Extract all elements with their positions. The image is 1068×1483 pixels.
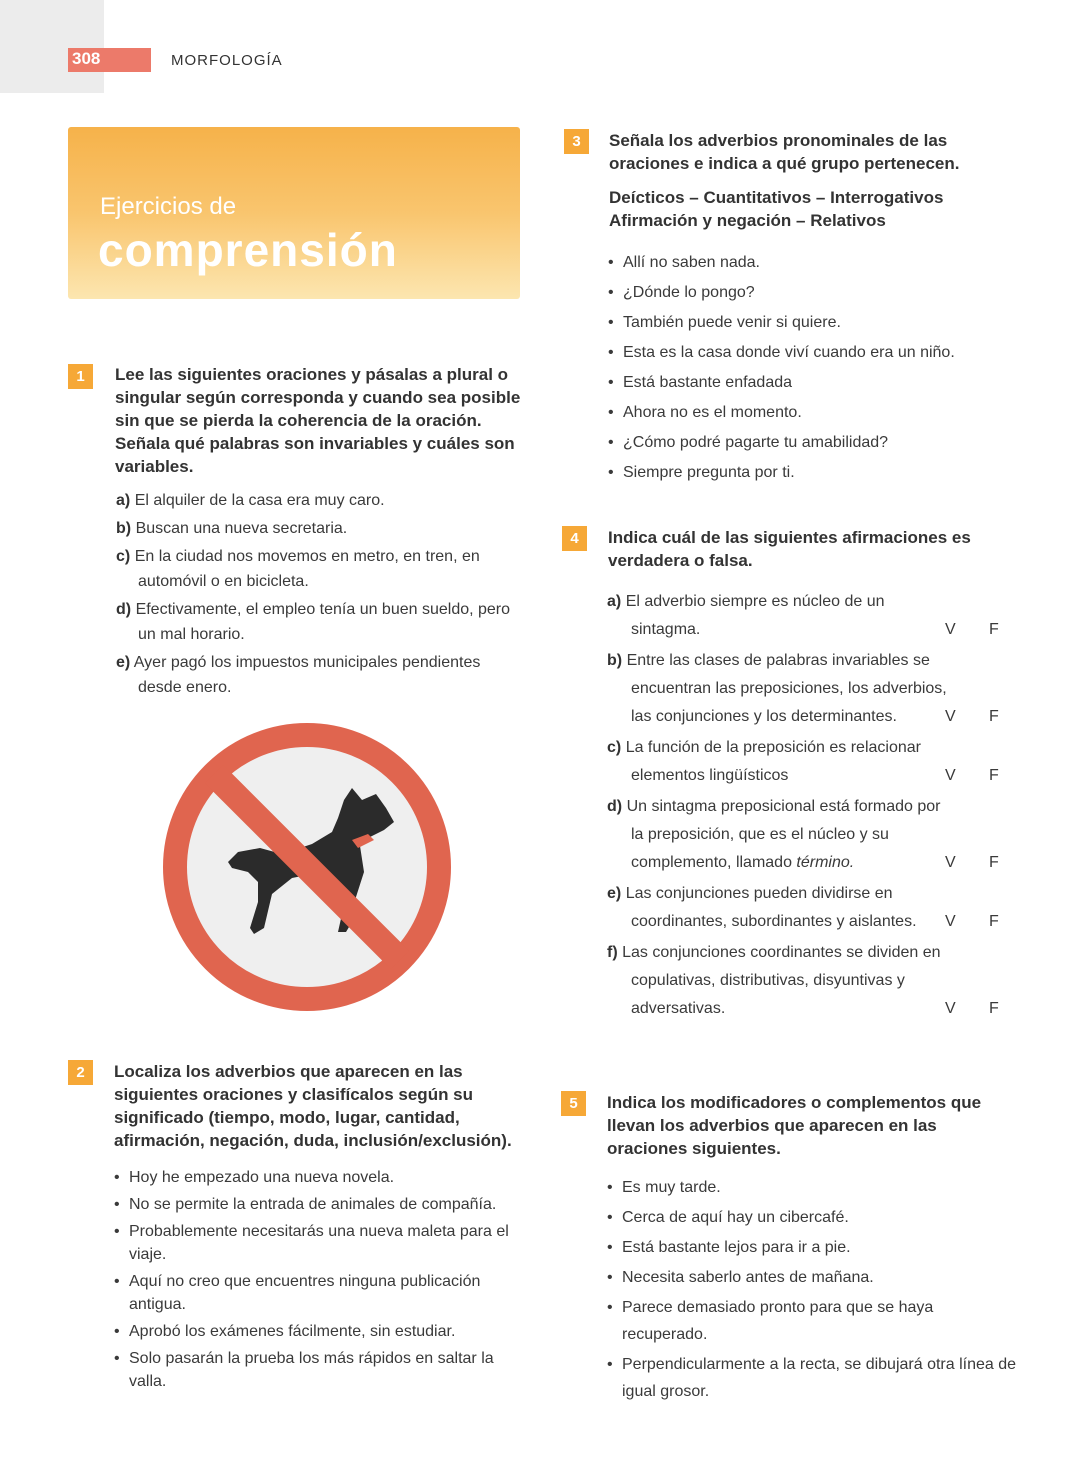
- true-false-list: [607, 588, 1007, 1026]
- true-option[interactable]: V: [945, 1000, 956, 1017]
- true-false-item: c) La función de la preposición es relacionar elementos lingüísticos V F: [607, 734, 951, 790]
- list-item: • Necesita saberlo antes de mañana.: [607, 1264, 1017, 1291]
- list-item: • Ahora no es el momento.: [608, 398, 1028, 428]
- list-item: b) Buscan una nueva secretaria.: [116, 520, 348, 537]
- list-item: • También puede venir si quiere.: [608, 308, 1028, 338]
- list-item: • Cerca de aquí hay un cibercafé.: [607, 1204, 1017, 1231]
- list-item: • Está bastante enfadada: [608, 368, 1028, 398]
- list-item: • Es muy tarde.: [607, 1174, 1017, 1201]
- true-option[interactable]: V: [945, 621, 956, 638]
- false-option[interactable]: F: [989, 767, 999, 784]
- true-option[interactable]: V: [945, 708, 956, 725]
- page-number: 308: [72, 49, 101, 68]
- true-option[interactable]: V: [945, 854, 956, 871]
- exercise-2-title: Localiza los adverbios que aparecen en las siguientes oraciones y clasifícalos según su significado (tiempo, modo, lugar, cantidad, afirmación, negación, duda, inclusión/exclusión).: [114, 1062, 512, 1150]
- list-item: e) Ayer pagó los impuestos municipales pendientes desde enero.: [116, 654, 481, 696]
- banner-line1: Ejercicios de: [100, 193, 237, 220]
- exercise-5-title: Indica los modificadores o complementos que llevan los adverbios que aparecen en las oraciones siguientes.: [607, 1093, 982, 1158]
- exercise-1-title: Lee las siguientes oraciones y pásalas a plural o singular según corresponda y cuando sea posible sin que se pierda la coherencia de la oración. Señala qué palabras son invariables y cuáles son variables.: [115, 365, 521, 476]
- exercise-number-2: 2: [68, 1060, 93, 1085]
- exercise-3-groups-1: Deícticos – Cuantitativos – Interrogativos: [609, 188, 944, 207]
- true-option[interactable]: V: [945, 767, 956, 784]
- exercise-2-list: [114, 1166, 524, 1397]
- false-option[interactable]: F: [989, 1000, 999, 1017]
- list-item: • ¿Cómo podré pagarte tu amabilidad?: [608, 428, 1028, 458]
- list-item: a) El alquiler de la casa era muy caro.: [116, 492, 385, 509]
- list-item: • Hoy he empezado una nueva novela.: [114, 1166, 524, 1189]
- exercise-number-3: 3: [564, 129, 589, 154]
- page-number-tab: [68, 48, 151, 72]
- list-item: • Aprobó los exámenes fácilmente, sin estudiar.: [114, 1320, 524, 1343]
- list-item: c) En la ciudad nos movemos en metro, en tren, en automóvil o en bicicleta.: [116, 548, 480, 590]
- exercise-number-4: 4: [562, 526, 587, 551]
- exercise-1-list: [116, 488, 526, 703]
- false-option[interactable]: F: [989, 854, 999, 871]
- true-false-item: b) Entre las clases de palabras invariables se encuentran las preposiciones, los adverbios, las conjunciones y los determinantes. V F: [607, 647, 951, 731]
- true-false-item: d) Un sintagma preposicional está formado por la preposición, que es el núcleo y su complemento, llamado término. V F: [607, 793, 951, 877]
- section-title: MORFOLOGÍA: [171, 52, 283, 69]
- exercise-4-title: Indica cuál de las siguientes afirmaciones es verdadera o falsa.: [608, 528, 971, 570]
- list-item: • Perpendicularmente a la recta, se dibujará otra línea de igual grosor.: [607, 1351, 1017, 1405]
- no-dogs-sign-icon: [162, 722, 452, 1012]
- list-item: • Esta es la casa donde viví cuando era un niño.: [608, 338, 1028, 368]
- list-item: • Allí no saben nada.: [608, 248, 1028, 278]
- true-false-item: e) Las conjunciones pueden dividirse en coordinantes, subordinantes y aislantes. V F: [607, 880, 951, 936]
- banner-line2: comprensión: [98, 224, 398, 276]
- true-option[interactable]: V: [945, 913, 956, 930]
- list-item: d) Efectivamente, el empleo tenía un buen sueldo, pero un mal horario.: [116, 601, 511, 643]
- false-option[interactable]: F: [989, 913, 999, 930]
- true-false-item: a) El adverbio siempre es núcleo de un sintagma. V F: [607, 588, 951, 644]
- list-item: • Está bastante lejos para ir a pie.: [607, 1234, 1017, 1261]
- true-false-item: f) Las conjunciones coordinantes se dividen en copulativas, distributivas, disyuntivas y adversativas. V F: [607, 939, 951, 1023]
- list-item: • Probablemente necesitarás una nueva maleta para el viaje.: [114, 1220, 524, 1266]
- exercise-number-1: 1: [68, 364, 93, 389]
- list-item: • Aquí no creo que encuentres ninguna publicación antigua.: [114, 1270, 524, 1316]
- list-item: • Solo pasarán la prueba los más rápidos en saltar la valla.: [114, 1347, 524, 1393]
- list-item: • Siempre pregunta por ti.: [608, 458, 1028, 488]
- page-corner: [0, 0, 104, 93]
- exercise-3-title: Señala los adverbios pronominales de las oraciones e indica a qué grupo pertenecen.: [609, 131, 960, 173]
- exercise-5-list: [607, 1174, 1017, 1408]
- exercise-3-groups-2: Afirmación y negación – Relativos: [609, 211, 886, 230]
- exercise-3-list: [608, 248, 1028, 488]
- exercises-banner: [68, 127, 520, 299]
- list-item: • No se permite la entrada de animales de compañía.: [114, 1193, 524, 1216]
- exercise-number-5: 5: [561, 1091, 586, 1116]
- list-item: • ¿Dónde lo pongo?: [608, 278, 1028, 308]
- list-item: • Parece demasiado pronto para que se haya recuperado.: [607, 1294, 1017, 1348]
- false-option[interactable]: F: [989, 708, 999, 725]
- false-option[interactable]: F: [989, 621, 999, 638]
